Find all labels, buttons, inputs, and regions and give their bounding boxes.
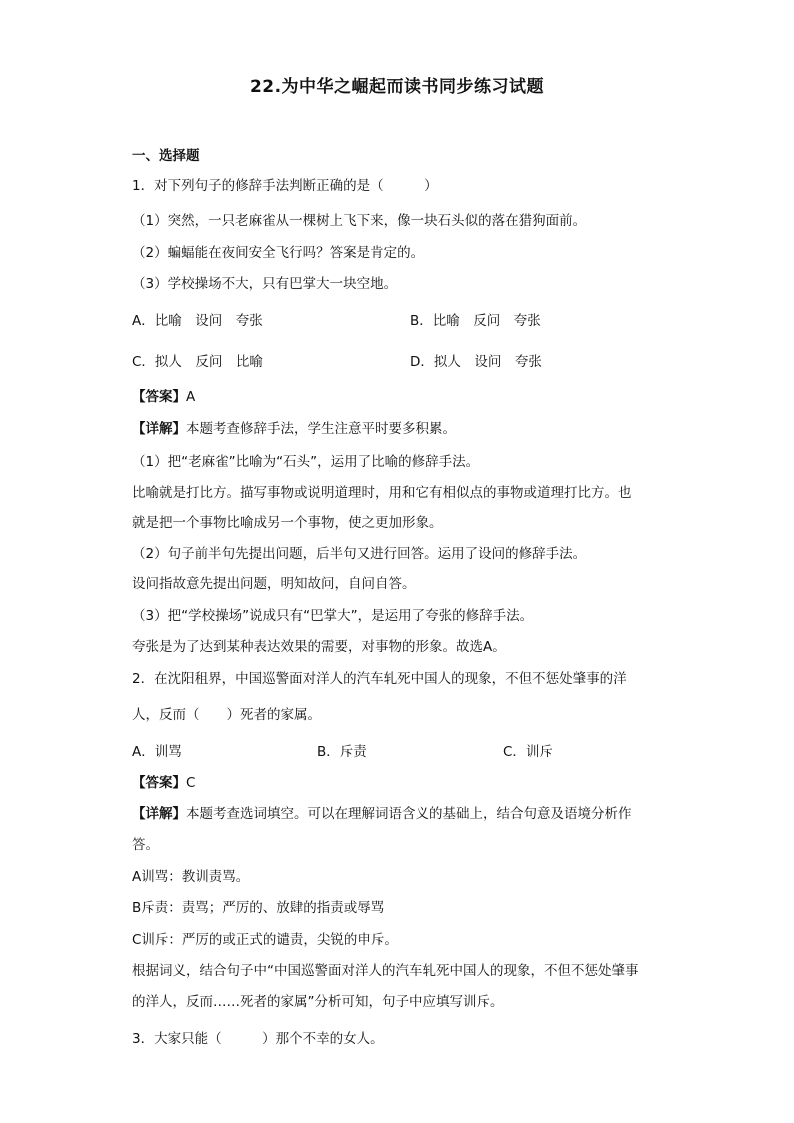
question-1-stem: 1．对下列句子的修辞手法判断正确的是（ ） [132, 178, 438, 194]
question-1-option-c: C．拟人 反问 比喻 [132, 354, 263, 370]
question-1-answer [132, 388, 195, 406]
detail-tag: 【详解】 [132, 421, 186, 437]
question-1-sentence-3: （3）学校操场不大，只有巴掌大一块空地。 [132, 276, 398, 292]
question-1-detail [132, 420, 456, 438]
answer-value: A [186, 389, 196, 405]
explanation-line: 比喻就是打比方。描写事物或说明道理时，用和它有相似点的事物或道理打比方。也 [132, 485, 632, 501]
explanation-line: 夸张是为了达到某种表达效果的需要，对事物的形象。故选A。 [132, 639, 506, 655]
question-2-stem-cont: 人，反而（ ）死者的家属。 [132, 707, 321, 723]
answer-value: C [186, 775, 196, 791]
explanation-line: 设问指故意先提出问题，明知故问，自问自答。 [132, 576, 416, 592]
question-2-option-a: A．训骂 [132, 744, 182, 760]
question-1-option-a: A．比喻 设问 夸张 [132, 313, 263, 329]
question-1-sentence-2: （2）蝙蝠能在夜间安全飞行吗？答案是肯定的。 [132, 245, 425, 261]
answer-tag: 【答案】 [132, 775, 186, 791]
explanation-line: （2）句子前半句先提出问题，后半句又进行回答。运用了设问的修辞手法。 [132, 546, 587, 562]
question-2-answer [132, 774, 195, 792]
question-2-detail [132, 805, 632, 823]
page-title: 22.为中华之崛起而读书同步练习试题 [249, 77, 545, 97]
detail-continued: 答。 [132, 837, 159, 853]
question-1-option-d: D．拟人 设问 夸张 [410, 354, 542, 370]
question-1-sentence-1: （1）突然，一只老麻雀从一棵树上飞下来，像一块石头似的落在猎狗面前。 [132, 213, 587, 229]
question-2-option-b: B．斥责 [317, 744, 367, 760]
detail-text: 本题考查选词填空。可以在理解词语含义的基础上，结合句意及语境分析作 [186, 806, 632, 822]
detail-text: 本题考查修辞手法，学生注意平时要多积累。 [186, 421, 456, 437]
question-2-option-c: C．训斥 [503, 744, 553, 760]
section-heading: 一、选择题 [132, 148, 200, 164]
explanation-line: （1）把“老麻雀”比喻为“石头”，运用了比喻的修辞手法。 [132, 454, 480, 470]
definition-line: A训骂：教训责骂。 [132, 869, 250, 885]
explanation-line: 就是把一个事物比喻成另一个事物，使之更加形象。 [132, 515, 443, 531]
question-3-stem: 3．大家只能（ ）那个不幸的女人。 [132, 1031, 384, 1047]
question-1-option-b: B．比喻 反问 夸张 [410, 313, 541, 329]
explanation-line: （3）把“学校操场”说成只有“巴掌大”，是运用了夸张的修辞手法。 [132, 608, 534, 624]
question-2-stem: 2．在沈阳租界，中国巡警面对洋人的汽车轧死中国人的现象，不但不惩处肇事的洋 [132, 671, 627, 687]
answer-tag: 【答案】 [132, 389, 186, 405]
definition-line: B斥责：责骂；严厉的、放肆的指责或辱骂 [132, 900, 385, 916]
definition-line: C训斥：严厉的或正式的谴责，尖锐的申斥。 [132, 932, 398, 948]
analysis-line: 的洋人，反而……死者的家属”分析可知，句子中应填写训斥。 [132, 994, 504, 1010]
detail-tag: 【详解】 [132, 806, 186, 822]
analysis-line: 根据词义，结合句子中“中国巡警面对洋人的汽车轧死中国人的现象，不但不惩处肇事 [132, 963, 639, 979]
